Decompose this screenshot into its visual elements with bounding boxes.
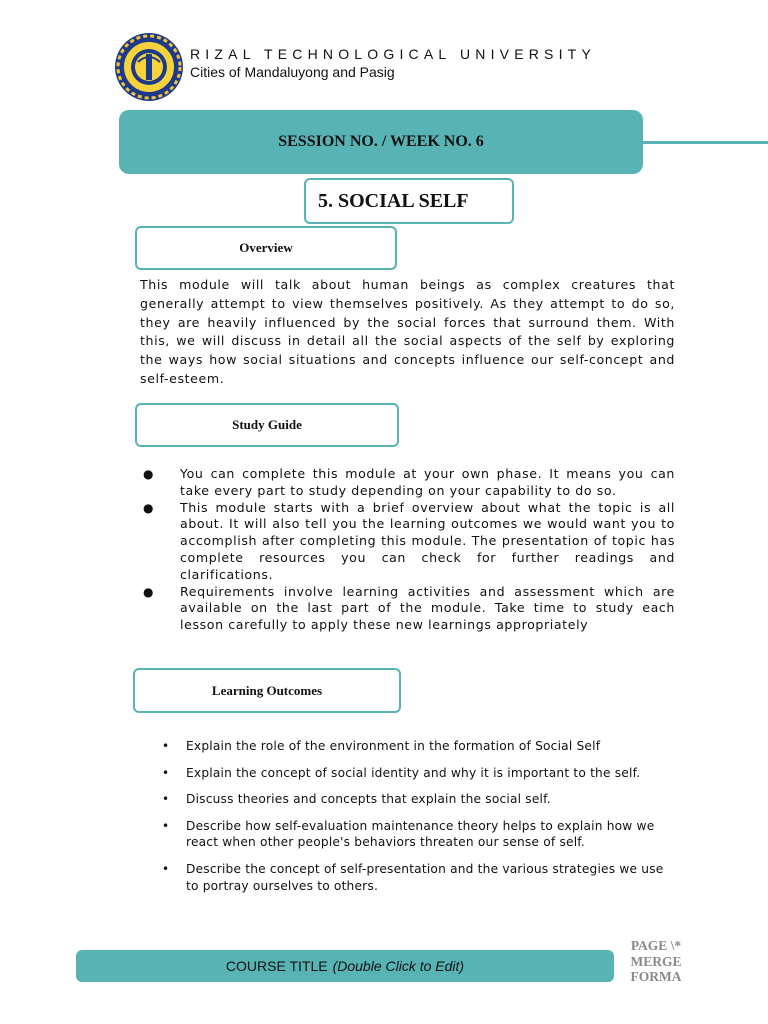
list-item bbox=[160, 791, 675, 808]
course-title-hint: (Double Click to Edit) bbox=[332, 958, 465, 974]
bullet-icon: ● bbox=[143, 500, 155, 515]
bullet-icon: ● bbox=[143, 584, 155, 599]
overview-heading-box bbox=[135, 226, 397, 270]
banner-rule bbox=[643, 141, 768, 144]
study-guide-heading-box bbox=[135, 403, 399, 447]
list-item bbox=[160, 818, 675, 851]
page-number-field[interactable]: PAGE \* MERGE FORMA bbox=[630, 938, 682, 984]
list-item-text: You can complete this module at your own phase. It means you can take every part to study depending on your capability to do so. bbox=[180, 466, 675, 498]
bullet-icon: • bbox=[162, 765, 170, 780]
list-item-text: Describe the concept of self-presentation and the various strategies we use to portray ourselves to others. bbox=[186, 861, 664, 893]
university-cities: Cities of Mandaluyong and Pasig bbox=[190, 64, 395, 80]
bullet-icon: • bbox=[162, 792, 170, 807]
learning-outcomes-heading: Learning Outcomes bbox=[211, 682, 323, 698]
session-label: SESSION NO. / WEEK NO. 6 bbox=[278, 133, 484, 150]
bullet-icon: • bbox=[162, 818, 170, 833]
list-item-text: Discuss theories and concepts that explain the social self. bbox=[186, 792, 551, 807]
course-title: COURSE TITLE bbox=[225, 958, 328, 974]
bullet-icon: ● bbox=[143, 467, 155, 481]
list-item bbox=[140, 500, 675, 584]
module-title-text: 5. SOCIAL SELF bbox=[318, 189, 469, 212]
list-item-text: This module starts with a brief overview about what the topic is all about. It will also tell you the learning outcomes we would want you to accomplish after completing this module. The presentation of topic has complete resources you can check for further readings and clarifications. bbox=[180, 499, 675, 582]
study-guide-heading: Study Guide bbox=[232, 417, 302, 432]
bullet-icon: • bbox=[162, 739, 170, 753]
learning-outcomes-heading-box bbox=[133, 668, 401, 713]
list-item bbox=[160, 861, 675, 894]
overview-heading: Overview bbox=[239, 240, 293, 255]
overview-paragraph: This module will talk about human beings as complex creatures that generally attempt to view themselves positively. As they attempt to do so, they are heavily influenced by the social forces that surround them. With this, we will discuss in detail all the social aspects of the self by exploring the ways how social situations and concepts influence our self-concept and self-esteem. bbox=[140, 277, 675, 386]
list-item-text: Explain the concept of social identity and why it is important to the self. bbox=[186, 765, 641, 780]
session-banner bbox=[119, 110, 643, 174]
university-seal-icon bbox=[114, 32, 184, 102]
list-item-text: Explain the role of the environment in the formation of Social Self bbox=[186, 739, 601, 753]
list-item-text: Requirements involve learning activities and assessment which are available on the last part of the module. Take time to study each lesson carefully to apply these new learnings appropriately bbox=[180, 583, 675, 633]
list-item bbox=[160, 765, 675, 782]
list-item bbox=[140, 466, 675, 500]
list-item-text: Describe how self-evaluation maintenance theory helps to explain how we react when other people's behaviors threaten our sense of self. bbox=[186, 818, 655, 850]
course-title-field[interactable] bbox=[76, 950, 614, 982]
list-item bbox=[140, 584, 675, 634]
university-name: RIZAL TECHNOLOGICAL UNIVERSITY bbox=[190, 46, 596, 62]
module-title bbox=[304, 178, 514, 224]
learning-outcomes-list bbox=[160, 738, 675, 904]
bullet-icon: • bbox=[162, 861, 170, 876]
list-item bbox=[160, 738, 675, 755]
study-guide-list bbox=[140, 466, 675, 634]
